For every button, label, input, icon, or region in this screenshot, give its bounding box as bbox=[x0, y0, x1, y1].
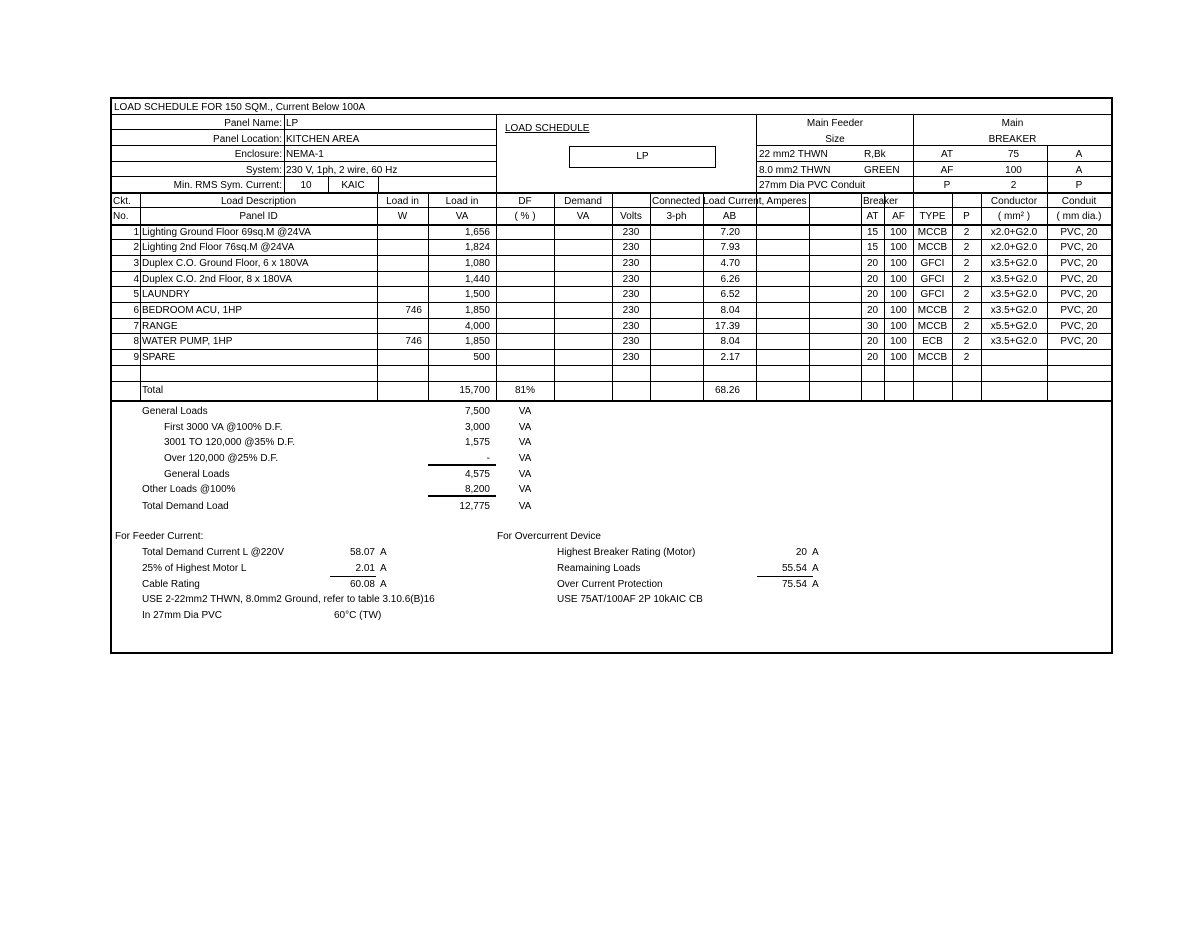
summary-over-unit: VA bbox=[518, 453, 532, 464]
feeder-temp: 60°C (TW) bbox=[334, 610, 382, 621]
summary-general-label: General Loads bbox=[142, 406, 208, 417]
current-ab: 6.52 bbox=[720, 289, 740, 300]
ocd-unit: A bbox=[812, 547, 819, 558]
volts: 230 bbox=[622, 305, 640, 316]
main-breaker-unit: A bbox=[1075, 165, 1083, 176]
conduit: PVC, 20 bbox=[1060, 258, 1098, 269]
grid-line bbox=[112, 145, 496, 146]
breaker-type: GFCI bbox=[920, 258, 945, 269]
breaker-af: 100 bbox=[890, 242, 907, 253]
grid-line bbox=[112, 207, 1111, 208]
breaker-type: MCCB bbox=[917, 321, 948, 332]
volts: 230 bbox=[622, 274, 640, 285]
current-ab: 7.20 bbox=[720, 227, 740, 238]
conduit-unit: ( mm dia.) bbox=[1056, 211, 1102, 222]
grid-line bbox=[496, 114, 497, 192]
summary-second-label: 3001 TO 120,000 @35% D.F. bbox=[164, 437, 295, 448]
load-va: 4,000 bbox=[464, 321, 490, 332]
volts: 230 bbox=[622, 242, 640, 253]
breaker-poles: 2 bbox=[963, 321, 970, 332]
conductor: x3.5+G2.0 bbox=[990, 305, 1038, 316]
circuit-number: 9 bbox=[133, 352, 139, 363]
breaker-poles: 2 bbox=[963, 305, 970, 316]
load-va-unit: VA bbox=[455, 211, 469, 222]
ocd-value: 75.54 bbox=[781, 579, 807, 590]
load-va: 1,850 bbox=[464, 336, 490, 347]
breaker-poles: 2 bbox=[963, 336, 970, 347]
row-line bbox=[112, 365, 1111, 366]
breaker-type: MCCB bbox=[917, 227, 948, 238]
type-header: TYPE bbox=[919, 211, 946, 222]
conduit-header: Conduit bbox=[1061, 196, 1097, 207]
load-description: WATER PUMP, 1HP bbox=[142, 336, 233, 347]
ocd-label: Highest Breaker Rating (Motor) bbox=[557, 547, 696, 558]
feeder-use: USE 2-22mm2 THWN, 8.0mm2 Ground, refer to table 3.10.6(B)16 bbox=[142, 594, 435, 605]
breaker-type: MCCB bbox=[917, 305, 948, 316]
panel-name-label: Panel Name: bbox=[224, 118, 282, 129]
row-line bbox=[112, 381, 1111, 382]
feeder-line1-desc: R,Bk bbox=[864, 149, 886, 160]
circuit-number: 5 bbox=[133, 289, 139, 300]
summary-second-value: 1,575 bbox=[464, 437, 490, 448]
breaker-af: 100 bbox=[890, 258, 907, 269]
breaker-poles: 2 bbox=[963, 274, 970, 285]
main-breaker-value: 2 bbox=[1010, 180, 1017, 191]
breaker-at: 15 bbox=[866, 242, 879, 253]
breaker-type: MCCB bbox=[917, 352, 948, 363]
breaker-at: 20 bbox=[866, 289, 879, 300]
row-line bbox=[112, 318, 1111, 319]
circuit-number: 1 bbox=[133, 227, 139, 238]
grid-line bbox=[112, 114, 1111, 115]
connected-current-header: Connected Load Current, Amperes bbox=[652, 196, 807, 207]
3ph-header: 3-ph bbox=[666, 211, 687, 222]
load-description: LAUNDRY bbox=[142, 289, 190, 300]
feeder-calc-label: Cable Rating bbox=[142, 579, 200, 590]
summary-demand-label: Total Demand Load bbox=[142, 501, 229, 512]
conductor-header: Conductor bbox=[990, 196, 1038, 207]
grid-line bbox=[757, 161, 1111, 162]
sum-underline bbox=[428, 464, 496, 466]
summary-over-label: Over 120,000 @25% D.F. bbox=[164, 453, 279, 464]
ocd-unit: A bbox=[812, 563, 819, 574]
main-breaker-unit: P bbox=[1075, 180, 1083, 191]
conductor: x2.0+G2.0 bbox=[990, 242, 1038, 253]
feeder-conduit: 27mm Dia PVC Conduit bbox=[759, 180, 866, 191]
breaker-poles: 2 bbox=[963, 227, 970, 238]
volts: 230 bbox=[622, 336, 640, 347]
volts-header: Volts bbox=[620, 211, 642, 222]
feeder-calc-label: 25% of Highest Motor L bbox=[142, 563, 247, 574]
load-va: 1,080 bbox=[464, 258, 490, 269]
grid-line bbox=[112, 224, 1111, 226]
conduit: PVC, 20 bbox=[1060, 321, 1098, 332]
load-va: 1,500 bbox=[464, 289, 490, 300]
breaker-poles: 2 bbox=[963, 242, 970, 253]
load-va: 500 bbox=[473, 352, 490, 363]
feeder-conduit-note: In 27mm Dia PVC bbox=[142, 610, 223, 621]
system-label: System: bbox=[245, 165, 282, 176]
breaker-at: 20 bbox=[866, 305, 879, 316]
current-ab: 2.17 bbox=[720, 352, 740, 363]
df-header: DF bbox=[518, 196, 532, 207]
grid-line bbox=[112, 400, 1111, 402]
conduit: PVC, 20 bbox=[1060, 305, 1098, 316]
conductor: x2.0+G2.0 bbox=[990, 227, 1038, 238]
main-breaker-label: P bbox=[943, 180, 951, 191]
ab-header: AB bbox=[722, 211, 737, 222]
breaker-poles: 2 bbox=[963, 352, 970, 363]
summary-other-unit: VA bbox=[518, 484, 532, 495]
feeder-line2-size: 8.0 mm2 THWN bbox=[759, 165, 831, 176]
ocd-use: USE 75AT/100AF 2P 10kAIC CB bbox=[557, 594, 703, 605]
load-va: 1,656 bbox=[464, 227, 490, 238]
current-ab: 8.04 bbox=[720, 336, 740, 347]
grid-line bbox=[757, 176, 1111, 177]
af-header: AF bbox=[892, 211, 905, 222]
schedule-title: LOAD SCHEDULE bbox=[505, 123, 590, 134]
total-df: 81% bbox=[514, 384, 535, 396]
conductor: x3.5+G2.0 bbox=[990, 336, 1038, 347]
grid-line bbox=[112, 176, 496, 177]
load-description: RANGE bbox=[142, 321, 178, 332]
breaker-type: ECB bbox=[922, 336, 943, 347]
breaker-af: 100 bbox=[890, 352, 907, 363]
breaker-type: MCCB bbox=[917, 242, 948, 253]
ocd-label: Over Current Protection bbox=[557, 579, 663, 590]
summary-first-label: First 3000 VA @100% D.F. bbox=[164, 422, 283, 433]
main-breaker-subtitle: BREAKER bbox=[988, 134, 1037, 145]
current-ab: 17.39 bbox=[714, 321, 740, 332]
breaker-af: 100 bbox=[890, 305, 907, 316]
conduit: PVC, 20 bbox=[1060, 242, 1098, 253]
volts: 230 bbox=[622, 352, 640, 363]
summary-gen_sub-value: 4,575 bbox=[464, 469, 490, 480]
load-va: 1,850 bbox=[464, 305, 490, 316]
circuit-number: 3 bbox=[133, 258, 139, 269]
feeder-calc-value: 58.07 bbox=[349, 547, 375, 558]
rms-label: Min. RMS Sym. Current: bbox=[173, 180, 282, 191]
breaker-at: 30 bbox=[866, 321, 879, 332]
summary-first-unit: VA bbox=[518, 422, 532, 433]
circuit-number: 4 bbox=[133, 274, 139, 285]
summary-demand-value: 12,775 bbox=[459, 501, 490, 512]
demand-unit: VA bbox=[576, 211, 590, 222]
summary-demand-unit: VA bbox=[518, 501, 532, 512]
current-ab: 4.70 bbox=[720, 258, 740, 269]
main-feeder-size: Size bbox=[825, 134, 845, 145]
circuit-number: 2 bbox=[133, 242, 139, 253]
df-unit: ( % ) bbox=[514, 211, 536, 222]
load-w-unit: W bbox=[397, 211, 408, 222]
breaker-af: 100 bbox=[890, 289, 907, 300]
ocd-value: 20 bbox=[795, 547, 807, 558]
ckt-no-header: No. bbox=[113, 211, 129, 222]
summary-gen_sub-label: General Loads bbox=[164, 469, 230, 480]
load-watts: 746 bbox=[405, 336, 422, 347]
main-breaker-value: 75 bbox=[1007, 149, 1020, 160]
desc-header: Load Description bbox=[220, 196, 297, 207]
main-breaker-label: AT bbox=[940, 149, 954, 160]
sheet-title: LOAD SCHEDULE FOR 150 SQM., Current Below 100A bbox=[114, 102, 366, 113]
breaker-af: 100 bbox=[890, 227, 907, 238]
circuit-number: 6 bbox=[133, 305, 139, 316]
breaker-af: 100 bbox=[890, 336, 907, 347]
load-va: 1,440 bbox=[464, 274, 490, 285]
breaker-af: 100 bbox=[890, 274, 907, 285]
feeder-underline bbox=[330, 576, 376, 577]
load-w-header: Load in bbox=[386, 196, 419, 207]
total-va: 15,700 bbox=[459, 384, 490, 396]
current-ab: 8.04 bbox=[720, 305, 740, 316]
volts: 230 bbox=[622, 227, 640, 238]
breaker-at: 20 bbox=[866, 352, 879, 363]
summary-general-unit: VA bbox=[518, 406, 532, 417]
breaker-poles: 2 bbox=[963, 289, 970, 300]
ocd-underline bbox=[757, 576, 813, 577]
load-description: Duplex C.O. Ground Floor, 6 x 180VA bbox=[142, 258, 309, 269]
circuit-number: 7 bbox=[133, 321, 139, 332]
load-description: SPARE bbox=[142, 352, 176, 363]
ocd-label: Reamaining Loads bbox=[557, 563, 641, 574]
breaker-type: GFCI bbox=[920, 274, 945, 285]
feeder-calc-unit: A bbox=[380, 579, 387, 590]
breaker-at: 20 bbox=[866, 336, 879, 347]
ocd-value: 55.54 bbox=[781, 563, 807, 574]
load-schedule-sheet bbox=[110, 97, 1113, 654]
conductor: x3.5+G2.0 bbox=[990, 289, 1038, 300]
volts: 230 bbox=[622, 258, 640, 269]
summary-gen_sub-unit: VA bbox=[518, 469, 532, 480]
breaker-af: 100 bbox=[890, 321, 907, 332]
conductor: x5.5+G2.0 bbox=[990, 321, 1038, 332]
conduit: PVC, 20 bbox=[1060, 336, 1098, 347]
sum-underline bbox=[428, 495, 496, 497]
summary-second-unit: VA bbox=[518, 437, 532, 448]
load-description: Duplex C.O. 2nd Floor, 8 x 180VA bbox=[142, 274, 292, 285]
enclosure: NEMA-1 bbox=[286, 149, 324, 160]
enclosure-label: Enclosure: bbox=[234, 149, 282, 160]
panel-id-header: Panel ID bbox=[239, 211, 278, 222]
conductor: x3.5+G2.0 bbox=[990, 274, 1038, 285]
row-line bbox=[112, 271, 1111, 272]
circuit-number: 8 bbox=[133, 336, 139, 347]
rms-value: 10 bbox=[300, 180, 312, 191]
load-description: Lighting 2nd Floor 76sq.M @24VA bbox=[142, 242, 295, 253]
volts: 230 bbox=[622, 289, 640, 300]
summary-other-label: Other Loads @100% bbox=[142, 484, 236, 495]
feeder-calc-unit: A bbox=[380, 547, 387, 558]
feeder-calc-unit: A bbox=[380, 563, 387, 574]
total-ab: 68.26 bbox=[714, 384, 740, 396]
volts: 230 bbox=[622, 321, 640, 332]
current-ab: 7.93 bbox=[720, 242, 740, 253]
ocd-unit: A bbox=[812, 579, 819, 590]
row-line bbox=[112, 302, 1111, 303]
feeder-calc-value: 2.01 bbox=[355, 563, 375, 574]
row-line bbox=[112, 333, 1111, 334]
conductor-unit: ( mm² ) bbox=[997, 211, 1031, 222]
grid-line bbox=[378, 176, 379, 192]
load-description: BEDROOM ACU, 1HP bbox=[142, 305, 243, 316]
breaker-poles: 2 bbox=[963, 258, 970, 269]
row-line bbox=[112, 255, 1111, 256]
grid-line bbox=[284, 114, 285, 176]
row-line bbox=[112, 239, 1111, 240]
conduit: PVC, 20 bbox=[1060, 274, 1098, 285]
main-feeder-title: Main Feeder bbox=[806, 118, 864, 129]
summary-general-value: 7,500 bbox=[464, 406, 490, 417]
panel-name: LP bbox=[286, 118, 299, 129]
conduit: PVC, 20 bbox=[1060, 289, 1098, 300]
breaker-at: 20 bbox=[866, 258, 879, 269]
conduit: PVC, 20 bbox=[1060, 227, 1098, 238]
load-va-header: Load in bbox=[445, 196, 479, 207]
main-breaker-value: 100 bbox=[1005, 165, 1022, 176]
p-header: P bbox=[963, 211, 970, 222]
ocd-title: For Overcurrent Device bbox=[497, 531, 601, 542]
summary-other-value: 8,200 bbox=[464, 484, 490, 495]
panel-location-label: Panel Location: bbox=[213, 134, 282, 145]
main-breaker-title: Main bbox=[1001, 118, 1024, 129]
ckt-header: Ckt. bbox=[113, 196, 131, 207]
feeder-current-title: For Feeder Current: bbox=[115, 531, 204, 542]
total-label: Total bbox=[142, 384, 164, 396]
main-breaker-unit: A bbox=[1075, 149, 1083, 160]
panel-location: KITCHEN AREA bbox=[286, 134, 360, 145]
grid-line bbox=[757, 145, 1111, 146]
breaker-at: 15 bbox=[866, 227, 879, 238]
load-description: Lighting Ground Floor 69sq.M @24VA bbox=[142, 227, 311, 238]
main-breaker-label: AF bbox=[940, 165, 954, 176]
load-va: 1,824 bbox=[464, 242, 490, 253]
panel-id-box-label: LP bbox=[636, 151, 649, 162]
grid-line bbox=[112, 129, 496, 130]
summary-over-value: - bbox=[486, 453, 490, 464]
breaker-at: 20 bbox=[866, 274, 879, 285]
summary-first-value: 3,000 bbox=[464, 422, 490, 433]
row-line bbox=[112, 349, 1111, 350]
feeder-line2-desc: GREEN bbox=[864, 165, 900, 176]
breaker-header: Breaker bbox=[863, 196, 899, 207]
current-ab: 6.26 bbox=[720, 274, 740, 285]
grid-line bbox=[112, 161, 496, 162]
row-line bbox=[112, 286, 1111, 287]
load-watts: 746 bbox=[405, 305, 422, 316]
feeder-line1-size: 22 mm2 THWN bbox=[759, 149, 828, 160]
at-header: AT bbox=[866, 211, 879, 222]
system: 230 V, 1ph, 2 wire, 60 Hz bbox=[286, 165, 398, 176]
feeder-calc-value: 60.08 bbox=[349, 579, 375, 590]
feeder-calc-label: Total Demand Current L @220V bbox=[142, 547, 285, 558]
conductor: x3.5+G2.0 bbox=[990, 258, 1038, 269]
rms-unit: KAIC bbox=[341, 180, 365, 191]
breaker-type: GFCI bbox=[920, 289, 945, 300]
demand-header: Demand bbox=[564, 196, 602, 207]
